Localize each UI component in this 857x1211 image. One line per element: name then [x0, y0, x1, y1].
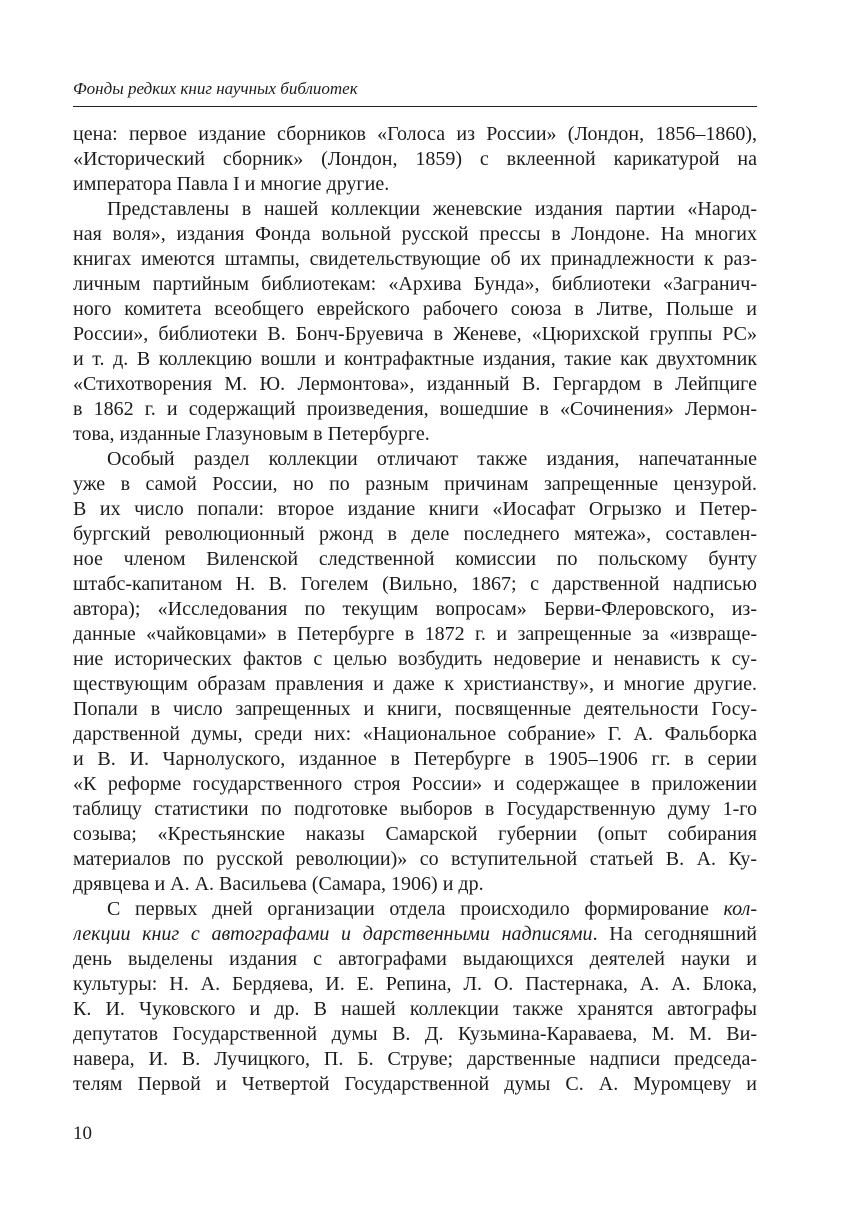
- text-segment: К. И. Чуковского и др. В нашей коллекции также хранятся автографы: [73, 998, 757, 1020]
- text-segment: ществующим образам правления и даже к христианству», и многие другие.: [73, 673, 757, 695]
- text-segment: навера, И. В. Лучицкого, П. Б. Струве; дарственные надписи председа-: [73, 1048, 757, 1070]
- text-line: [73, 697, 757, 722]
- text-segment: созыва; «Крестьянские наказы Самарской губернии (опыт собирания: [73, 823, 757, 845]
- text-segment: «Исторический сборник» (Лондон, 1859) с вклеенной карикатурой на: [73, 148, 757, 170]
- text-line: [73, 247, 757, 272]
- text-segment: личным партийным библиотекам: «Архива Бунда», библиотеки «Загранич-: [73, 273, 757, 295]
- text-line: [73, 147, 757, 172]
- text-segment: России», библиотеки В. Бонч-Бруевича в Женеве, «Цюрихской группы РС»: [73, 323, 757, 345]
- text-segment: това, изданные Глазуновым в Петербурге.: [73, 423, 430, 445]
- text-segment: таблицу статистики по подготовке выборов в Государственную думу 1-го: [73, 798, 757, 820]
- text-line: [73, 622, 757, 647]
- text-segment: дарственной думы, среди них: «Национальное собрание» Г. А. Фальборка: [73, 723, 757, 745]
- text-segment: В их число попали: второе издание книги «Иосафат Огрызко и Петер-: [73, 498, 757, 520]
- text-line: [73, 897, 757, 922]
- text-line: [73, 1072, 757, 1097]
- text-line: [73, 497, 757, 522]
- text-segment: материалов по русской революции)» со вступительной статьей В. А. Ку-: [73, 848, 757, 870]
- text-segment: ная воля», издания Фонда вольной русской прессы в Лондоне. На многих: [73, 223, 757, 245]
- text-segment: штабс-капитаном Н. В. Гогелем (Вильно, 1867; с дарственной надписью: [73, 573, 757, 595]
- text-line: [73, 172, 757, 197]
- text-segment: ного комитета всеобщего еврейского рабочего союза в Литве, Польше и: [73, 298, 757, 320]
- text-line: [73, 772, 757, 797]
- text-line: [73, 297, 757, 322]
- text-line: [73, 122, 757, 147]
- text-segment: книгах имеются штампы, свидетельствующие об их принадлежности к раз-: [73, 248, 757, 270]
- text-segment: и т. д. В коллекцию вошли и контрафактные издания, такие как двухтомник: [73, 348, 757, 370]
- text-segment: дрявцева и А. А. Васильева (Самара, 1906) и др.: [73, 873, 484, 895]
- text-segment: ние исторических фактов с целью возбудить недоверие и ненависть к су-: [73, 648, 757, 670]
- text-line: [73, 522, 757, 547]
- text-line: [73, 372, 757, 397]
- text-line: [73, 747, 757, 772]
- text-line: [73, 922, 757, 947]
- text-line: [73, 872, 757, 897]
- text-line: [73, 322, 757, 347]
- text-segment: телям Первой и Четвертой Государственной думы С. А. Муромцеву и: [73, 1073, 757, 1095]
- text-line: [73, 272, 757, 297]
- text-line: [73, 547, 757, 572]
- text-segment: данные «чайковцами» в Петербурге в 1872 г. и запрещенные за «извраще-: [73, 623, 757, 645]
- italic-text: лекции книг с автографами и дарственными надписями: [73, 923, 593, 945]
- text-segment: цена: первое издание сборников «Голоса из России» (Лондон, 1856–1860),: [73, 123, 757, 145]
- text-segment: Представлены в нашей коллекции женевские издания партии «Народ-: [107, 198, 757, 220]
- text-segment: депутатов Государственной думы В. Д. Кузьмина-Караваева, М. М. Ви-: [73, 1023, 757, 1045]
- text-line: [73, 997, 757, 1022]
- text-segment: . На сегодняшний: [592, 923, 757, 945]
- text-line: [73, 397, 757, 422]
- page-number: 10: [73, 1123, 92, 1144]
- text-line: [73, 797, 757, 822]
- text-line: [73, 972, 757, 997]
- running-head: Фонды редких книг научных библиотек: [73, 79, 358, 98]
- text-line: [73, 472, 757, 497]
- text-segment: и В. И. Чарнолуского, изданное в Петербурге в 1905–1906 гг. в серии: [73, 748, 757, 770]
- text-line: [73, 422, 757, 447]
- text-line: [73, 347, 757, 372]
- text-segment: С первых дней организации отдела происходило формирование: [107, 898, 724, 920]
- text-segment: день выделены издания с автографами выдающихся деятелей науки и: [73, 948, 757, 970]
- text-line: [73, 847, 757, 872]
- text-line: [73, 1047, 757, 1072]
- text-line: [73, 572, 757, 597]
- text-line: [73, 947, 757, 972]
- text-segment: «Стихотворения М. Ю. Лермонтова», изданный В. Гергардом в Лейпциге: [73, 373, 757, 395]
- text-segment: в 1862 г. и содержащий произведения, вошедшие в «Сочинения» Лермон-: [73, 398, 757, 420]
- text-line: [73, 722, 757, 747]
- text-segment: «К реформе государственного строя России» и содержащее в приложении: [73, 773, 757, 795]
- text-segment: ное членом Виленской следственной комиссии по польскому бунту: [73, 548, 757, 570]
- text-line: [73, 222, 757, 247]
- text-line: [73, 647, 757, 672]
- text-segment: Особый раздел коллекции отличают также издания, напечатанные: [107, 448, 757, 470]
- italic-text: кол-: [723, 898, 757, 920]
- text-segment: императора Павла I и многие другие.: [73, 173, 390, 195]
- text-segment: бургский революционный ржонд в деле последнего мятежа», составлен-: [73, 523, 757, 545]
- text-line: [73, 197, 757, 222]
- text-segment: уже в самой России, но по разным причинам запрещенные цензурой.: [73, 473, 757, 495]
- body-text: [73, 122, 757, 1097]
- text-line: [73, 1022, 757, 1047]
- text-segment: культуры: Н. А. Бердяева, И. Е. Репина, Л. О. Пастернака, А. А. Блока,: [73, 973, 757, 995]
- text-line: [73, 672, 757, 697]
- text-segment: Попали в число запрещенных и книги, посвященные деятельности Госу-: [73, 698, 757, 720]
- header-rule: [73, 106, 757, 107]
- text-line: [73, 597, 757, 622]
- text-line: [73, 447, 757, 472]
- text-segment: автора); «Исследования по текущим вопросам» Берви-Флеровского, из-: [73, 598, 757, 620]
- text-line: [73, 822, 757, 847]
